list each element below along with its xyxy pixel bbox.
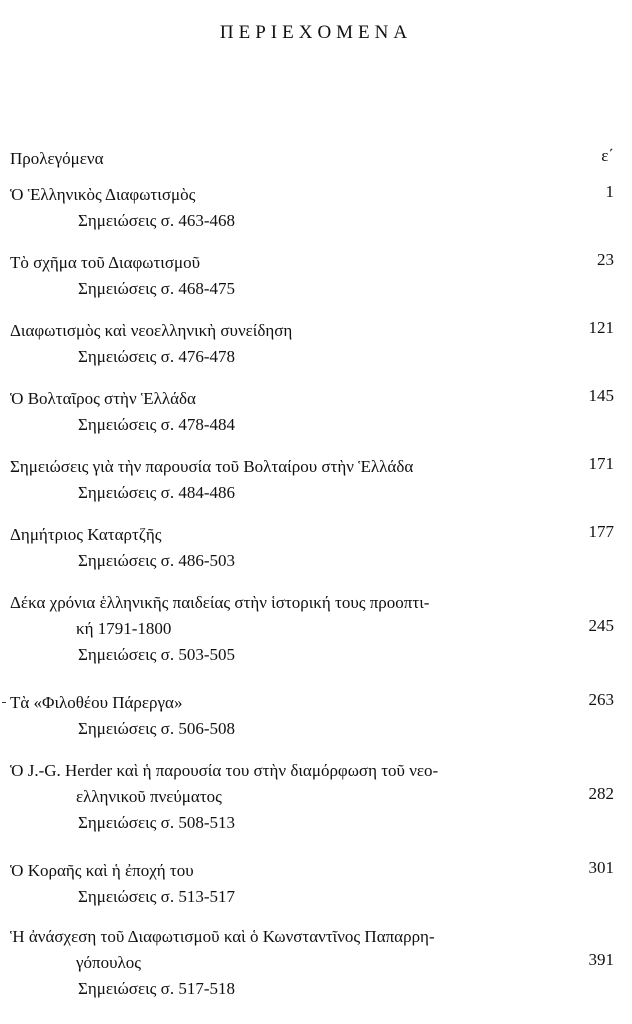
toc-entry-title: Τὸ σχῆμα τοῦ Διαφωτισμοῦ [10,253,201,272]
toc-entry-notes: Σημειώσεις σ. 478-484 [78,415,235,434]
toc-entry [0,146,632,172]
toc-entry [0,250,632,302]
toc-entry [0,454,632,506]
toc-entry-title: Ἡ ἀνάσχεση τοῦ Διαφωτισμοῦ καὶ ὁ Κωνσταντῖνος Παπαρρη- [10,927,435,946]
toc-entry-title: Ὁ Κοραῆς καὶ ἡ ἐποχή του [10,861,194,880]
toc-entry-page: 1 [605,182,614,201]
toc-entry-page: 263 [588,690,614,709]
toc-entry [0,522,632,574]
toc-entry-page: 121 [588,318,614,337]
toc-entry-title: Ὁ J.-G. Herder καὶ ἡ παρουσία του στὴν διαμόρφωση τοῦ νεο- [10,761,439,780]
toc-entry-title: Δέκα χρόνια ἑλληνικῆς παιδείας στὴν ἱστορική τους προοπτι- [10,593,430,612]
toc-entry-notes: Σημειώσεις σ. 486-503 [78,551,235,570]
toc-entry-notes: Σημειώσεις σ. 508-513 [78,813,235,832]
toc-entry-title-continued: κή 1791-1800 [76,619,172,638]
toc-entry-title: Τὰ «Φιλοθέου Πάρεργα» [10,693,183,712]
toc-entry [0,386,632,438]
toc-entry-title: Προλεγόμενα [10,149,104,168]
toc-entry-title: Δημήτριος Καταρτζῆς [10,525,162,544]
toc-entry-title: Διαφωτισμὸς καὶ νεοελληνικὴ συνείδηση [10,321,293,340]
toc-entry-page: ε΄ [601,146,614,165]
toc-entry-notes: Σημειώσεις σ. 484-486 [78,483,235,502]
toc-entry [0,758,632,836]
toc-entry [0,318,632,370]
toc-entry [0,590,632,668]
toc-entry-notes: Σημειώσεις σ. 517-518 [78,979,235,998]
toc-entry [0,858,632,910]
toc-entry-title: Σημειώσεις γιὰ τὴν παρουσία τοῦ Βολταίρου στὴν Ἑλλάδα [10,457,414,476]
toc-entry-notes: Σημειώσεις σ. 468-475 [78,279,235,298]
toc-entry-title: Ὁ Ἑλληνικὸς Διαφωτισμὸς [10,185,196,204]
toc-entry [0,182,632,234]
toc-entry-notes: Σημειώσεις σ. 513-517 [78,887,235,906]
toc-entry-page: 301 [588,858,614,877]
toc-entry-page: 171 [588,454,614,473]
toc-entry-page: 177 [588,522,614,541]
toc-entry-notes: Σημειώσεις σ. 506-508 [78,719,235,738]
toc-entry-notes: Σημειώσεις σ. 463-468 [78,211,235,230]
toc-entry-page: 245 [588,616,614,635]
toc-entry-title: Ὁ Βολταῖρος στὴν Ἑλλάδα [10,389,196,408]
toc-entry-page: 145 [588,386,614,405]
toc-entry-title-continued: ελληνικοῦ πνεύματος [76,787,222,806]
toc-entry-notes: Σημειώσεις σ. 503-505 [78,645,235,664]
toc-entry-page: 391 [588,950,614,969]
toc-entry [0,690,632,742]
toc-entry-title-continued: γόπουλος [76,953,141,972]
toc-entry-page: 23 [597,250,614,269]
toc-entry-page: 282 [588,784,614,803]
toc-entry-notes: Σημειώσεις σ. 476-478 [78,347,235,366]
page-title: ΠΕΡΙΕΧΟΜΕΝΑ [219,22,413,43]
toc-entry [0,924,632,1002]
